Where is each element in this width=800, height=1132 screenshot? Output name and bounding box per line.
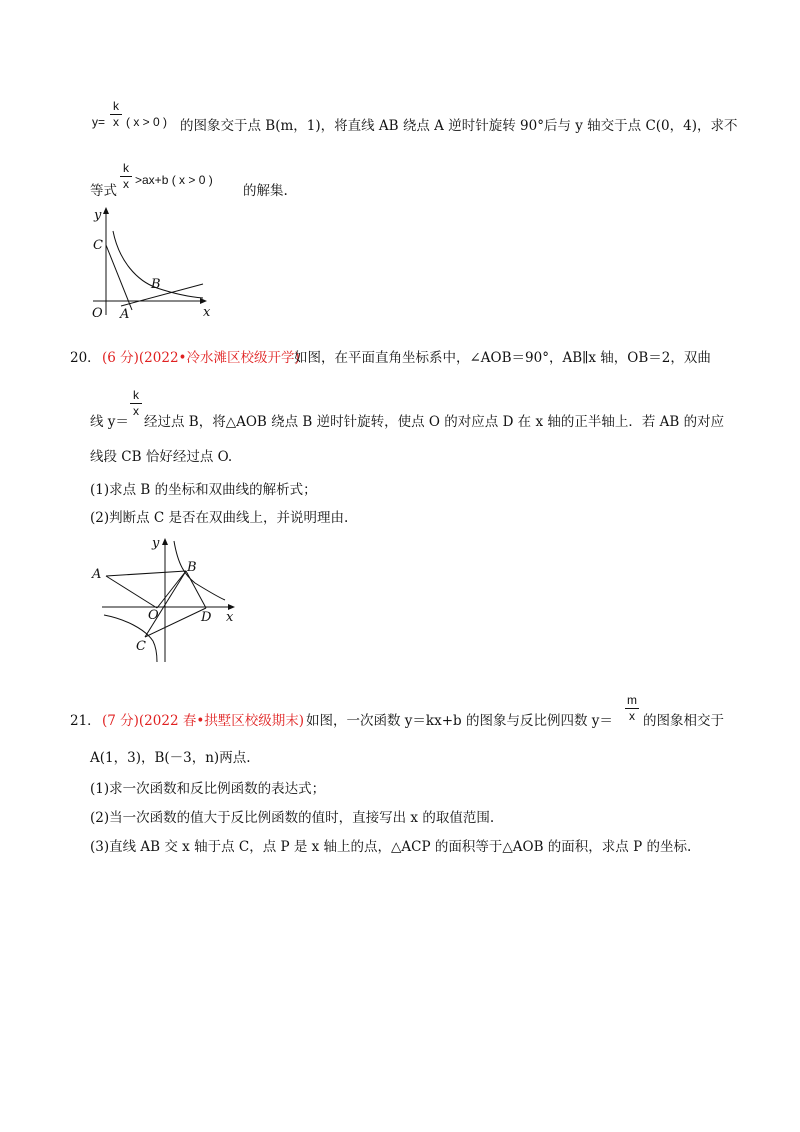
q19-x-arrow bbox=[200, 298, 207, 304]
q20-segment-ab bbox=[106, 571, 186, 576]
q19-inequality-fraction bbox=[120, 162, 132, 191]
q21-text-line2: A(1，3)，B(－3，n)两点. bbox=[90, 750, 251, 766]
q21-number: 21． bbox=[70, 713, 101, 729]
q21-source: (7 分)(2022 春•拱墅区校级期末) bbox=[102, 713, 305, 729]
q19-formula-y: y= bbox=[92, 115, 106, 129]
q19-line-ab bbox=[121, 284, 203, 306]
q20-number: 20． bbox=[70, 350, 101, 366]
q19-label-b: B bbox=[151, 277, 161, 292]
q20-text-line2: 经过点 B，将△AOB 绕点 B 逆时针旋转，使点 O 的对应点 D 在 x 轴的正半轴上．若 AB 的对应 bbox=[144, 414, 725, 430]
q21-text-line1-suffix: 的图象相交于 bbox=[643, 713, 724, 729]
q20-label-o: O bbox=[148, 608, 159, 623]
q19-label-c: C bbox=[93, 238, 103, 253]
q20-label-b: B bbox=[187, 560, 197, 575]
q20-label-x: x bbox=[226, 610, 234, 625]
q19-formula-fraction bbox=[110, 100, 122, 129]
q21-part1: (1)求一次函数和反比例函数的表达式； bbox=[90, 781, 326, 797]
q20-y-arrow bbox=[162, 538, 168, 545]
q19-inequality-rest: >ax+b ( x > 0 ) bbox=[135, 173, 213, 187]
q20-fraction bbox=[130, 389, 142, 418]
q19-text-line2-prefix: 等式 bbox=[90, 183, 117, 199]
q20-source: (6 分)(2022•冷水滩区校级开学) bbox=[102, 350, 300, 366]
q19-label-o: O bbox=[92, 306, 103, 320]
q20-fraction-numerator: k bbox=[133, 388, 139, 402]
q19-text-line2-suffix: 的解集. bbox=[243, 183, 288, 199]
q19-line-ca bbox=[106, 245, 132, 310]
q21-text-line1: 如图，一次函数 y＝kx+b 的图象与反比例四数 y＝ bbox=[306, 713, 613, 729]
q21-part2: (2)当一次函数的值大于反比例函数的值时，直接写出 x 的取值范围. bbox=[90, 810, 495, 826]
q20-label-a: A bbox=[92, 567, 102, 582]
q20-text-line3: 线段 CB 恰好经过点 O. bbox=[90, 449, 233, 465]
q20-segment-ao bbox=[106, 576, 157, 608]
q21-part3: (3)直线 AB 交 x 轴于点 C，点 P 是 x 轴上的点，△ACP 的面积等于△AOB 的面积，求点 P 的坐标. bbox=[90, 839, 692, 855]
q19-inequality-denominator: x bbox=[123, 177, 129, 191]
q19-formula-numerator: k bbox=[113, 99, 119, 113]
q20-label-d: D bbox=[201, 610, 212, 625]
q19-inequality-numerator: k bbox=[123, 161, 129, 175]
q20-part2: (2)判断点 C 是否在双曲线上，并说明理由. bbox=[90, 510, 349, 526]
q21-fraction bbox=[625, 694, 639, 723]
q19-label-x: x bbox=[203, 305, 211, 320]
q20-label-y: y bbox=[152, 536, 160, 551]
q19-text-line1: 的图象交于点 B(m，1)，将直线 AB 绕点 A 逆时针旋转 90°后与 y 轴交于点 C(0，4)，求不 bbox=[180, 118, 738, 134]
q19-y-arrow bbox=[103, 207, 109, 214]
q20-segment-bd bbox=[186, 571, 206, 608]
q19-label-y: y bbox=[94, 208, 102, 223]
q19-figure bbox=[85, 205, 225, 320]
q20-figure bbox=[90, 535, 250, 665]
q20-text-line2-prefix: 线 y＝ bbox=[90, 414, 129, 430]
q20-hyperbola-right bbox=[174, 541, 225, 600]
q20-fraction-denominator: x bbox=[133, 404, 139, 418]
q20-segment-bo bbox=[157, 571, 186, 608]
q19-formula-condition: ( x > 0 ) bbox=[126, 115, 168, 129]
q21-fraction-numerator: m bbox=[627, 693, 637, 707]
q20-label-c: C bbox=[136, 639, 146, 654]
q20-text-line1: 如图，在平面直角坐标系中，∠AOB＝90°，AB∥x 轴，OB＝2，双曲 bbox=[294, 350, 711, 366]
q19-formula-denominator: x bbox=[113, 115, 119, 129]
q20-part1: (1)求点 B 的坐标和双曲线的解析式； bbox=[90, 482, 317, 498]
q21-fraction-denominator: x bbox=[629, 709, 635, 723]
q19-label-a: A bbox=[120, 307, 130, 320]
